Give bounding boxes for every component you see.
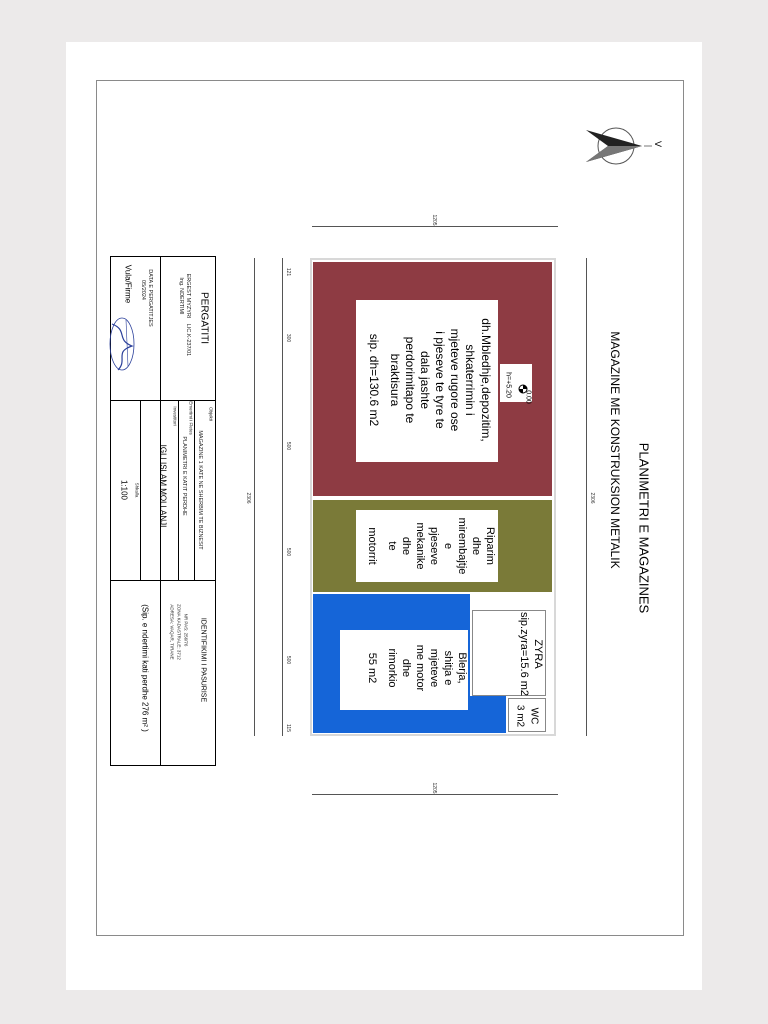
object-value: MAGAZINE 1 KATE NE SHERBIM TE BIZNESIT bbox=[197, 430, 203, 550]
title-block-divider-2 bbox=[160, 580, 216, 581]
signature-stamp bbox=[98, 300, 148, 380]
segment-1: 121 bbox=[285, 267, 291, 277]
compass-label: V bbox=[653, 140, 663, 148]
title-block-divider-6 bbox=[140, 400, 141, 580]
property-line-1: NR PAS: 256/76 bbox=[183, 613, 189, 647]
room-sales-blue-ext bbox=[470, 696, 506, 733]
dimension-left-value: 2306 bbox=[245, 492, 251, 504]
room-sales-line-4: me motor bbox=[414, 644, 426, 692]
segment-5: 500 bbox=[285, 655, 291, 665]
wc-label: WC bbox=[528, 707, 540, 725]
dimension-line-left-outer bbox=[254, 258, 255, 736]
room-repair-line-4: e bbox=[442, 542, 454, 550]
engineer-name: ERGEST MYZYRI bbox=[185, 273, 191, 319]
room-storage-line-4: i pjeseve te tyre te bbox=[433, 331, 447, 429]
office-label: ZYRA bbox=[532, 639, 544, 669]
drawing-label: Emertimi i Fletes bbox=[188, 401, 194, 435]
compass-icon bbox=[582, 120, 662, 172]
dimension-line-right bbox=[586, 258, 587, 736]
room-storage-line-3: mjeteve rugore ose bbox=[448, 328, 462, 432]
plan-title: PLANIMETRI E MAGAZINES bbox=[636, 442, 652, 614]
room-repair-line-3: mirembajtje bbox=[456, 517, 468, 575]
engineer-role: Ing. NDERTIMI bbox=[178, 277, 184, 315]
room-repair-line-7: dhe bbox=[400, 536, 412, 556]
plan-subtitle: MAGAZINE ME KONSTRUKSION METALIK bbox=[608, 331, 622, 569]
room-storage-line-5: dala jashte bbox=[418, 350, 432, 410]
room-repair-line-6: mekanike bbox=[414, 522, 426, 570]
room-repair-line-1: Riparim bbox=[484, 527, 496, 565]
prepared-heading: PERGATITI bbox=[198, 291, 210, 345]
engineer-license: LIC.K-237/01 bbox=[185, 323, 191, 357]
segment-3: 500 bbox=[285, 441, 291, 451]
room-repair-line-8: te bbox=[386, 541, 398, 551]
room-sales-line-7: 55 m2 bbox=[366, 652, 378, 684]
room-repair-line-2: dhe bbox=[470, 536, 482, 556]
room-sales-line-5: dhe bbox=[400, 658, 412, 678]
stamp-label: Vula/Firme bbox=[123, 264, 133, 304]
date-label: DATA E PERGATITJES bbox=[147, 269, 153, 327]
title-block-divider-3 bbox=[110, 580, 160, 581]
dimension-line-bottom bbox=[312, 794, 558, 795]
level-value: 0.00 bbox=[524, 390, 532, 404]
dimension-right-value: 2306 bbox=[589, 492, 595, 504]
dimension-line-left-inner bbox=[282, 258, 283, 736]
room-sales-line-1: Blerja, bbox=[456, 652, 468, 684]
dimension-bottom-value: 1205 bbox=[431, 782, 437, 794]
room-sales-line-3: mjeteve bbox=[428, 648, 440, 688]
room-storage-line-8: sip. dh=130.6 m2 bbox=[367, 333, 381, 427]
height-value: h=+5.20 bbox=[504, 372, 512, 398]
segment-2: 300 bbox=[285, 333, 291, 343]
property-heading: IDENTIFIKIMI I PASURISE bbox=[199, 617, 207, 703]
room-storage-line-7: braktisura bbox=[388, 353, 402, 407]
room-storage-line-1: dh.Mbledhje,depozitim, bbox=[479, 318, 493, 442]
title-block-divider-1 bbox=[110, 400, 216, 401]
title-block-divider-5 bbox=[194, 400, 195, 580]
object-label: Objekti bbox=[208, 406, 214, 422]
client-label: Investitori bbox=[172, 406, 178, 426]
client-value: IGLI ISLAM MOLLANJI bbox=[158, 444, 168, 528]
room-repair-line-5: pjeseve bbox=[428, 527, 440, 565]
room-storage-line-6: perdorimitapo te bbox=[403, 336, 417, 424]
scale-label: Shkalla bbox=[134, 482, 140, 498]
title-block-divider-4 bbox=[178, 400, 179, 580]
office-area: sip.zyra=15.6 m2 bbox=[518, 611, 530, 697]
dimension-top-value: 1205 bbox=[431, 214, 437, 226]
room-repair-line-9: motorrit bbox=[366, 527, 378, 565]
scale-value: 1:100 bbox=[119, 479, 129, 501]
segment-6: 115 bbox=[285, 724, 291, 732]
segment-4: 500 bbox=[285, 547, 291, 557]
room-sales-line-2: shitja e bbox=[442, 650, 454, 686]
room-storage-line-2: shkaterrimin i bbox=[463, 344, 477, 416]
dimension-line-top bbox=[312, 226, 558, 227]
date-value: 05/2024 bbox=[140, 280, 146, 300]
property-line-2: ZONA KADASTRALE: 3712 bbox=[176, 604, 182, 660]
drawing-value: PLANIMETRI E KATIT PERDHE bbox=[181, 436, 187, 516]
area-note: (Sip. e ndertimi kati perdhe 276 m² ) bbox=[140, 604, 150, 732]
room-sales-line-6: rimorkio bbox=[386, 648, 398, 688]
wc-area: 3 m2 bbox=[514, 704, 526, 728]
property-line-3: ADRESA: VAQAR, TIRANE bbox=[169, 604, 175, 660]
